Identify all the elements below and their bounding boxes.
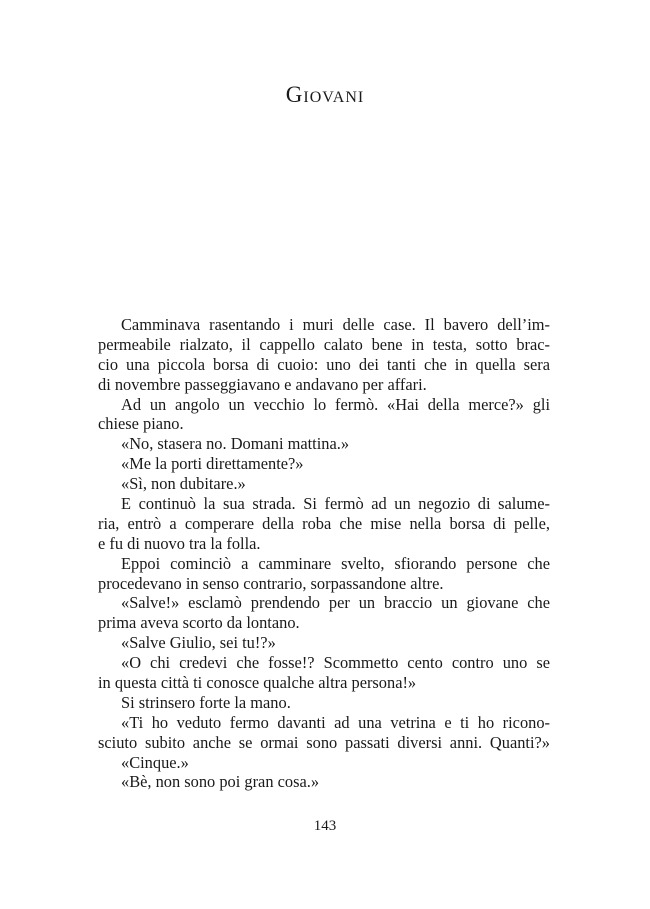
text-line: in questa città ti conosce qualche altra persona!» — [98, 673, 417, 693]
text-line: «Salve!» esclamò prendendo per un braccio un giovane che — [121, 593, 550, 613]
text-line: sciuto subito anche se ormai sono passati diversi anni. Quanti?» — [98, 732, 550, 752]
text-line: «No, stasera no. Domani mattina.» — [121, 434, 350, 454]
text-line: «Bè, non sono poi gran cosa.» — [121, 772, 320, 792]
text-line: chiese piano. — [98, 414, 184, 434]
text-line: Si strinsero forte la mano. — [121, 692, 291, 712]
chapter-title: Giovani — [285, 82, 365, 107]
text-line: Camminava rasentando i muri delle case. Il bavero dell’im- — [121, 315, 550, 334]
page-number: 143 — [313, 818, 337, 834]
text-line: di novembre passeggiavano e andavano per affari. — [98, 374, 427, 394]
text-line: «Me la porti direttamente?» — [121, 454, 304, 474]
text-line: Eppoi cominciò a camminare svelto, sfiorando persone che — [121, 553, 550, 573]
text-line: prima aveva scorto da lontano. — [98, 613, 300, 633]
text-line: cio una piccola borsa di cuoio: uno dei tanti che in quella sera — [98, 354, 550, 374]
text-line: «Sì, non dubitare.» — [121, 474, 246, 494]
text-line: «Ti ho veduto fermo davanti ad una vetrina e ti ho ricono- — [121, 712, 550, 732]
text-line: «O chi credevi che fosse!? Scommetto cento contro uno se — [121, 653, 550, 673]
text-line: «Salve Giulio, sei tu!?» — [121, 633, 276, 653]
text-line: permeabile rialzato, il cappello calato bene in testa, sotto brac- — [98, 334, 550, 354]
text-line: Ad un angolo un vecchio lo fermò. «Hai della merce?» gli — [121, 394, 550, 414]
body-text — [98, 315, 550, 792]
text-line: procedevano in senso contrario, sorpassandone altre. — [98, 573, 444, 593]
text-line: E continuò la sua strada. Si fermò ad un negozio di salume- — [121, 494, 550, 514]
text-line: e fu di nuovo tra la folla. — [98, 533, 261, 553]
text-line: ria, entrò a comperare della roba che mise nella borsa di pelle, — [98, 513, 550, 533]
text-line: «Cinque.» — [121, 752, 189, 772]
